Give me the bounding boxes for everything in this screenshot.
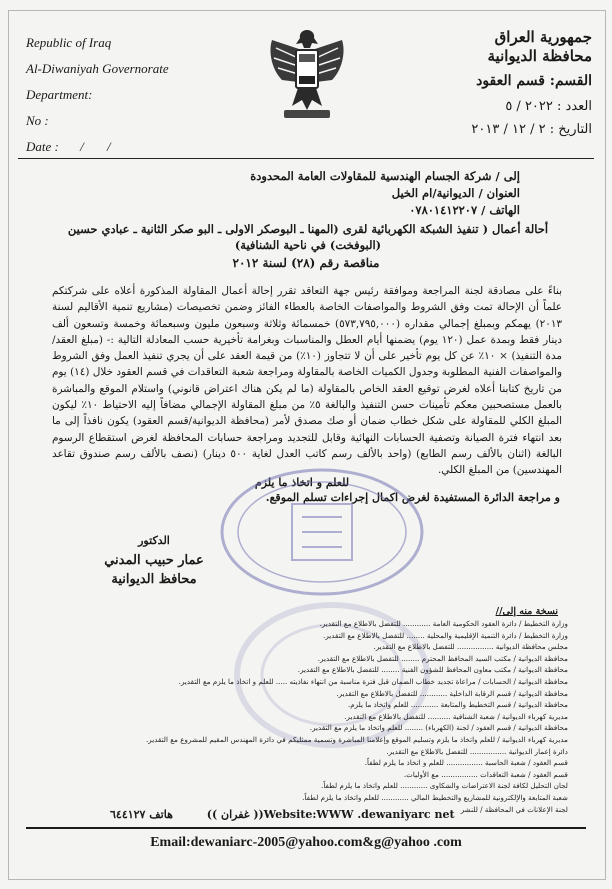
subject-line-2: (البوفخت) في ناحية الشنافية) xyxy=(234,238,382,252)
header-left xyxy=(26,30,226,160)
copies-list xyxy=(38,618,568,815)
iraq-eagle-emblem xyxy=(262,22,352,130)
footer-website-note: (( غفران )) xyxy=(206,808,264,821)
signature-position: محافظ الديوانية xyxy=(111,572,197,587)
subject-block xyxy=(48,221,568,253)
copies-title: نسخة منه إلى// xyxy=(495,606,558,617)
signature-title: الدكتور xyxy=(138,534,170,547)
tender-number: مناقصة رقم (٢٨) لسنة ٢٠١٢ xyxy=(232,256,380,270)
header-date-en xyxy=(26,134,226,160)
copy-recipient-item: وزارة التخطيط / دائرة التنمية الإقليمية والمحلية ........ للتفضل بالاطلاع مع التقدير. xyxy=(323,630,568,640)
recipient-block xyxy=(80,168,520,219)
header-date-ar: التاريخ : ٢ / ١٢ / ٢٠١٣ xyxy=(471,122,592,137)
header-divider xyxy=(18,158,594,159)
signature-block xyxy=(54,534,254,587)
copy-recipient-item: مديرية كهرباء الديوانية / شعبة الشنافية .......... للتفضل بالاطلاع مع التقدير. xyxy=(344,711,568,721)
recipient-phone: الهاتف / ٠٧٨٠١٤١٢٢٠٧ xyxy=(409,203,520,217)
department-note: و مراجعة الدائرة المستفيدة لغرض اكمال إجراءات تسلم الموقع. xyxy=(265,491,560,504)
copy-recipient-item: محافظة الديوانية / الحسابات / مراعاة تجديد خطاب الضمان قبل فترة مناسبة من انتهاء نفاذيته ..... للعلم و اتخاذ ما يلزم مع التقدير. xyxy=(178,676,568,686)
copy-recipient-item: لجان التحليل لكافة لجنة الاعتراضات والشكاوى ............ للعلم واتخاذ ما يلزم لطفاً. xyxy=(321,781,568,791)
signature-name: عمار حبيب المدني xyxy=(104,553,204,568)
header-department-ar: القسم: قسم العقود xyxy=(476,73,592,89)
footer-website: Website:WWW .dewaniyarc net xyxy=(263,808,455,821)
header-no-en: No : xyxy=(26,113,49,128)
header-number-ar: العدد : ٢٠٢٢ / ٥ xyxy=(505,99,592,114)
letter-body: بناءً على مصادقة لجنة المراجعة وموافقة رئيس جهة التعاقد تقرر إحالة أعمال المقاولة المذكورة أعلاه على شركتكم علماً أن الإحالة تمت وفق الشروط والمواصفات الخاصة بالعطاء الفائز وضمن تخصيصات (مشاريع تنمية الأقاليم لسنة ٢٠١٣) يهمكم وبمبلغ إجمالي مقداره (٥٧٣,٧٩٥,٠٠٠) خمسمائة وثلاثة وسبعون مليون وسبعمائة وخمسة وتسعون ألف دينار فقط وبمدة عمل (١٢٠ يوم) يضمنها أيام العطل والمناسبات وبغرامة تأخيرية حسب المعادلة التالية :- (مبلغ العقد/ مدة التنفيذ) × ١٠٪ عن كل يوم تأخير على أن لا تتجاوز (١٠٪) من قيمة العقد على أن يجري تنفيذ العمل وفق الشروط والمواصفات الفنية المطلوبة وجدول الكميات الخاصة بالمقاولة ومراجعة شعبة التعاقدات في قسم العقود خلال (١٤) يوم من تاريخ كتابنا أعلاه لغرض توقيع العقد الخاص بالمقاولة (ما لم يكن هناك اعتراض قانوني) واستلام الموقع والمباشرة بالعمل مستصحبين معكم تأمينات حسن التنفيذ والبالغة ٥٪ من مبلغ المقاولة الإجمالي مضافاً إليه الاحتياط ١٠٪ ليكون المبلغ الكلي للمقاولة على شكل خطاب ضمان أو صك مصدق لأمر (محافظة الديوانية/قسم العقود) يكون نافذاً إلى ما بعد انتهاء فترة الصيانة وتصفية الحسابات النهائية وقابل للتجديد ومراجعة حسابات المحافظة لغرض استقطاع الرسوم البالغة (اثنان بالألف رسم الطابع) (واحد بالألف رسم كاتب العدل لغاية ٥٠٠ دينار) (نصف بالألف رسم صندوق تقاعد المهندسين) من المبلغ الكلي. xyxy=(52,285,563,477)
copy-recipient-item: مديرية كهرباء الديوانية / للعلم واتخاذ ما يلزم وتسليم الموقع وإعلامنا المباشرة وتسمية ممثليكم في دائرة المهندس المقيم للمشروع مع التقدير. xyxy=(145,734,568,744)
copy-recipient-item: لجنة الإعلانات في المحافظة / للنشر xyxy=(460,804,568,814)
header-governorate-en: Al-Diwaniyah Governorate xyxy=(26,61,169,76)
copy-recipient-item: قسم العقود / شعبة الحاسبة ................ للعلم و اتخاذ ما يلزم لطفاً. xyxy=(364,758,568,768)
recipient-address: العنوان / الديوانية/ام الخيل xyxy=(391,186,520,200)
copy-recipient-item: محافظة الديوانية / قسم العقود / لجنة (الكهرباء) ........ للعلم واتخاذ ما يلزم مع التقدير. xyxy=(309,723,568,733)
recipient-company: إلى / شركة الجسام الهندسية للمقاولات العامة المحدودة xyxy=(250,169,520,183)
copy-recipient-item: محافظة الديوانية / مكتب السيد المحافظ المحترم ........ للتفضل بالاطلاع مع التقدير. xyxy=(317,653,568,663)
copy-recipient-item: دائرة إعمار الديوانية ................ للتفضل بالاطلاع مع التقدير. xyxy=(386,746,568,756)
copy-recipient-item: محافظة الديوانية / مكتب معاون المحافظ للشؤون الفنية ........ للتفضل بالاطلاع مع التقدير. xyxy=(297,665,568,675)
copy-recipient-item: وزارة التخطيط / دائرة العقود الحكومية العامة ............ للتفضل بالاطلاع مع التقدير. xyxy=(319,619,568,628)
header-department-en: Department: xyxy=(26,87,93,102)
footer-divider xyxy=(26,827,586,829)
header-governorate-ar: محافظة الديوانية xyxy=(487,47,592,65)
footer-contact-line xyxy=(110,808,510,821)
header-right xyxy=(417,28,592,139)
closing-line: للعلم و اتخاذ ما يلزم xyxy=(254,476,350,489)
footer-email: Email:dewaniarc-2005@yahoo.com&g@yahoo .com xyxy=(150,835,462,850)
header-country-en: Republic of Iraq xyxy=(26,35,112,50)
copy-recipient-item: مجلس محافظة الديوانية ................ للتفضل بالاطلاع مع التقدير. xyxy=(373,642,568,652)
copy-recipient-item: محافظة الديوانية / قسم الرقابة الداخلية ............ للتفضل بالاطلاع مع التقدير. xyxy=(336,688,568,698)
footer-phone: هاتف ٦٤٤١٢٧ xyxy=(110,808,173,821)
copy-recipient-item: محافظة الديوانية / قسم التخطيط والمتابعة ............ للعلم واتخاذ ما يلزم. xyxy=(347,700,568,710)
header-country-ar: جمهورية العراق xyxy=(494,28,592,46)
date-label: Date : xyxy=(26,139,59,154)
copy-recipient-item: قسم العقود / شعبة التعاقدات ................ مع الأوليات. xyxy=(403,769,568,779)
copy-recipient-item: شعبة المتابعة والإلكترونية للمشاريع والتخطيط المالي ............ للعلم واتخاذ ما يلزم لطفاً. xyxy=(302,792,568,802)
date-value: / / xyxy=(80,139,121,154)
subject-line-1: أحالة أعمال ( تنفيذ الشبكة الكهربائية لقرى (المهنا ـ البوصكر الاولى ـ البو صكر الثانية ـ عبادي حسين xyxy=(67,222,549,236)
